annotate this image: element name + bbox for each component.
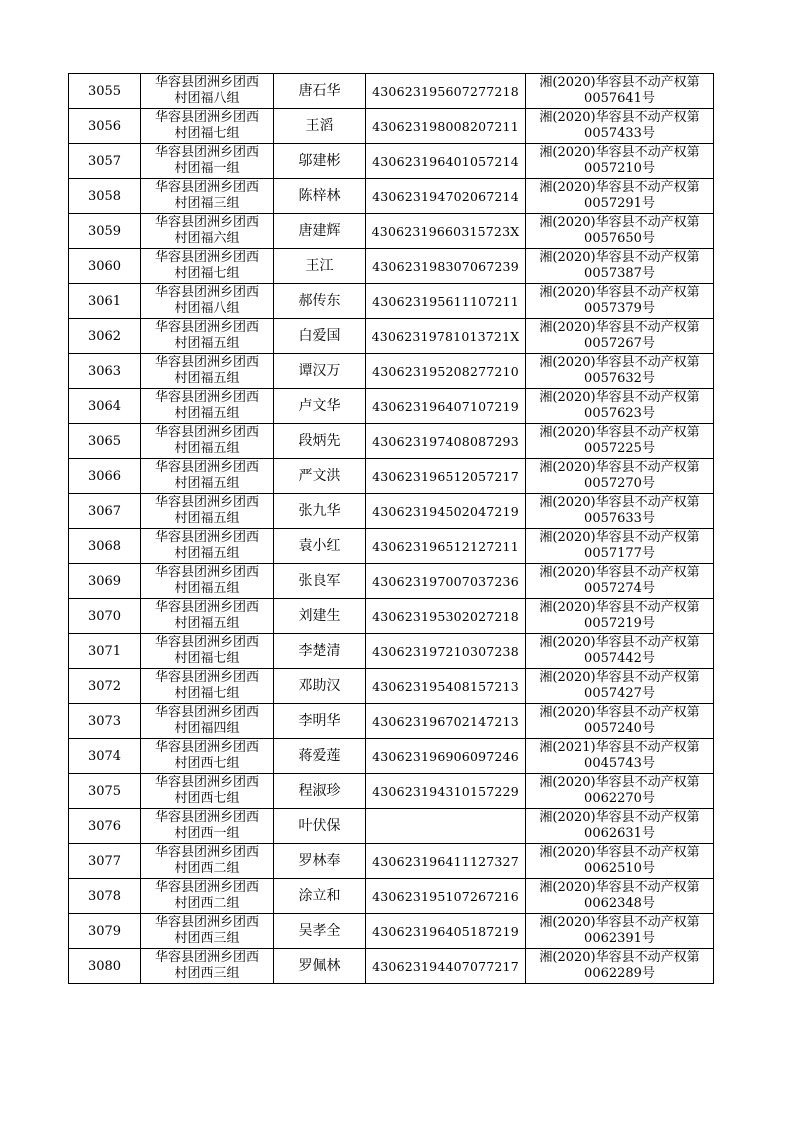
certificate-line-1: 湘(2020)华容县不动产权第	[539, 390, 700, 405]
address-cell	[141, 529, 274, 564]
certificate-cell	[526, 914, 714, 949]
table-row	[69, 144, 714, 179]
serial-number-cell: 3071	[69, 634, 141, 669]
address-line-2: 村团福一组	[174, 161, 240, 176]
serial-number-cell: 3061	[69, 284, 141, 319]
address-line-2: 村团福三组	[174, 196, 240, 211]
address-line-2: 村团福六组	[174, 231, 240, 246]
address-line-1: 华容县团洲乡团西	[154, 530, 259, 545]
address-line-2: 村团福五组	[174, 581, 240, 596]
id-number-cell: 430623197210307238	[366, 634, 526, 669]
certificate-line-1: 湘(2020)华容县不动产权第	[539, 880, 700, 895]
id-number-cell: 430623196401057214	[366, 144, 526, 179]
address-line-1: 华容县团洲乡团西	[154, 810, 259, 825]
serial-number-cell: 3077	[69, 844, 141, 879]
owner-name-cell: 邓助汉	[274, 669, 366, 704]
address-cell	[141, 844, 274, 879]
address-cell	[141, 774, 274, 809]
certificate-line-1: 湘(2020)华容县不动产权第	[539, 355, 700, 370]
id-number-cell: 430623196407107219	[366, 389, 526, 424]
id-number-cell: 430623198307067239	[366, 249, 526, 284]
id-number-cell: 430623195607277218	[366, 74, 526, 109]
certificate-line-1: 湘(2020)华容县不动产权第	[539, 460, 700, 475]
certificate-line-2: 0057267号	[584, 336, 655, 351]
certificate-cell	[526, 319, 714, 354]
address-cell	[141, 214, 274, 249]
address-line-1: 华容县团洲乡团西	[154, 670, 259, 685]
address-cell	[141, 634, 274, 669]
serial-number-cell: 3072	[69, 669, 141, 704]
certificate-line-2: 0057427号	[584, 686, 655, 701]
address-line-1: 华容县团洲乡团西	[154, 495, 259, 510]
table-row	[69, 739, 714, 774]
address-cell	[141, 284, 274, 319]
certificate-cell	[526, 284, 714, 319]
address-line-2: 村团福五组	[174, 511, 240, 526]
certificate-cell	[526, 949, 714, 984]
table-row	[69, 284, 714, 319]
address-line-1: 华容县团洲乡团西	[154, 600, 259, 615]
address-line-1: 华容县团洲乡团西	[154, 880, 259, 895]
certificate-line-1: 湘(2020)华容县不动产权第	[539, 950, 700, 965]
table-row	[69, 704, 714, 739]
serial-number-cell: 3055	[69, 74, 141, 109]
address-line-2: 村团福七组	[174, 126, 240, 141]
owner-name-cell: 白爱国	[274, 319, 366, 354]
id-number-cell: 43062319781013721X	[366, 319, 526, 354]
table-row	[69, 494, 714, 529]
certificate-line-2: 0062289号	[584, 966, 655, 981]
certificate-line-1: 湘(2020)华容县不动产权第	[539, 495, 700, 510]
owner-name-cell: 涂立和	[274, 879, 366, 914]
address-cell	[141, 879, 274, 914]
address-line-1: 华容县团洲乡团西	[154, 915, 259, 930]
certificate-line-1: 湘(2020)华容县不动产权第	[539, 565, 700, 580]
table-row	[69, 879, 714, 914]
address-line-1: 华容县团洲乡团西	[154, 180, 259, 195]
address-line-1: 华容县团洲乡团西	[154, 460, 259, 475]
address-cell	[141, 389, 274, 424]
table-row	[69, 459, 714, 494]
table-row	[69, 809, 714, 844]
id-number-cell: 430623195302027218	[366, 599, 526, 634]
id-number-cell: 430623195408157213	[366, 669, 526, 704]
certificate-cell	[526, 704, 714, 739]
certificate-line-2: 0057225号	[584, 441, 655, 456]
id-number-cell: 430623197408087293	[366, 424, 526, 459]
serial-number-cell: 3064	[69, 389, 141, 424]
certificate-line-1: 湘(2020)华容县不动产权第	[539, 180, 700, 195]
certificate-line-2: 0045743号	[584, 756, 655, 771]
certificate-line-2: 0057650号	[584, 231, 655, 246]
owner-name-cell: 陈梓林	[274, 179, 366, 214]
address-line-1: 华容县团洲乡团西	[154, 740, 259, 755]
property-register-table	[68, 73, 714, 984]
address-cell	[141, 809, 274, 844]
certificate-line-1: 湘(2020)华容县不动产权第	[539, 600, 700, 615]
address-line-2: 村团福五组	[174, 371, 240, 386]
certificate-cell	[526, 179, 714, 214]
id-number-cell: 430623194702067214	[366, 179, 526, 214]
address-line-2: 村团西七组	[174, 756, 240, 771]
address-line-2: 村团西二组	[174, 861, 240, 876]
owner-name-cell: 王江	[274, 249, 366, 284]
table-row	[69, 389, 714, 424]
owner-name-cell: 程淑珍	[274, 774, 366, 809]
certificate-line-2: 0057633号	[584, 511, 655, 526]
address-line-2: 村团福五组	[174, 336, 240, 351]
table-row	[69, 564, 714, 599]
id-number-cell	[366, 809, 526, 844]
certificate-cell	[526, 354, 714, 389]
address-line-1: 华容县团洲乡团西	[154, 320, 259, 335]
address-cell	[141, 459, 274, 494]
owner-name-cell: 卢文华	[274, 389, 366, 424]
address-cell	[141, 144, 274, 179]
address-cell	[141, 74, 274, 109]
certificate-line-1: 湘(2020)华容县不动产权第	[539, 110, 700, 125]
address-line-1: 华容县团洲乡团西	[154, 950, 259, 965]
address-line-2: 村团福五组	[174, 616, 240, 631]
address-line-1: 华容县团洲乡团西	[154, 390, 259, 405]
certificate-line-1: 湘(2020)华容县不动产权第	[539, 285, 700, 300]
address-line-1: 华容县团洲乡团西	[154, 565, 259, 580]
address-line-2: 村团福五组	[174, 476, 240, 491]
address-cell	[141, 704, 274, 739]
certificate-cell	[526, 74, 714, 109]
serial-number-cell: 3078	[69, 879, 141, 914]
table-row	[69, 179, 714, 214]
id-number-cell: 430623194502047219	[366, 494, 526, 529]
serial-number-cell: 3065	[69, 424, 141, 459]
id-number-cell: 430623195107267216	[366, 879, 526, 914]
serial-number-cell: 3059	[69, 214, 141, 249]
address-line-2: 村团西三组	[174, 966, 240, 981]
address-line-2: 村团福四组	[174, 721, 240, 736]
owner-name-cell: 李楚清	[274, 634, 366, 669]
certificate-cell	[526, 144, 714, 179]
id-number-cell: 430623196906097246	[366, 739, 526, 774]
certificate-cell	[526, 879, 714, 914]
table-row	[69, 634, 714, 669]
address-cell	[141, 319, 274, 354]
serial-number-cell: 3068	[69, 529, 141, 564]
address-cell	[141, 599, 274, 634]
certificate-line-2: 0057641号	[584, 91, 655, 106]
id-number-cell: 43062319660315723X	[366, 214, 526, 249]
certificate-line-1: 湘(2020)华容县不动产权第	[539, 145, 700, 160]
certificate-cell	[526, 494, 714, 529]
certificate-line-1: 湘(2020)华容县不动产权第	[539, 705, 700, 720]
serial-number-cell: 3060	[69, 249, 141, 284]
address-line-2: 村团福五组	[174, 546, 240, 561]
serial-number-cell: 3058	[69, 179, 141, 214]
serial-number-cell: 3075	[69, 774, 141, 809]
certificate-line-1: 湘(2020)华容县不动产权第	[539, 635, 700, 650]
serial-number-cell: 3070	[69, 599, 141, 634]
serial-number-cell: 3057	[69, 144, 141, 179]
certificate-cell	[526, 249, 714, 284]
table-row	[69, 214, 714, 249]
certificate-line-2: 0062631号	[584, 826, 655, 841]
address-cell	[141, 914, 274, 949]
owner-name-cell: 袁小红	[274, 529, 366, 564]
certificate-line-1: 湘(2020)华容县不动产权第	[539, 215, 700, 230]
address-cell	[141, 249, 274, 284]
certificate-line-1: 湘(2020)华容县不动产权第	[539, 845, 700, 860]
owner-name-cell: 谭汉万	[274, 354, 366, 389]
certificate-line-2: 0057219号	[584, 616, 655, 631]
address-line-1: 华容县团洲乡团西	[154, 635, 259, 650]
table-row	[69, 424, 714, 459]
certificate-line-2: 0057387号	[584, 266, 655, 281]
serial-number-cell: 3067	[69, 494, 141, 529]
certificate-line-1: 湘(2020)华容县不动产权第	[539, 670, 700, 685]
address-line-2: 村团西三组	[174, 931, 240, 946]
certificate-cell	[526, 564, 714, 599]
serial-number-cell: 3073	[69, 704, 141, 739]
certificate-line-2: 0062270号	[584, 791, 655, 806]
owner-name-cell: 段炳先	[274, 424, 366, 459]
table-row	[69, 599, 714, 634]
certificate-line-1: 湘(2020)华容县不动产权第	[539, 320, 700, 335]
id-number-cell: 430623196702147213	[366, 704, 526, 739]
address-line-2: 村团西一组	[174, 826, 240, 841]
owner-name-cell: 张九华	[274, 494, 366, 529]
owner-name-cell: 李明华	[274, 704, 366, 739]
certificate-line-1: 湘(2020)华容县不动产权第	[539, 810, 700, 825]
table-row	[69, 319, 714, 354]
address-cell	[141, 109, 274, 144]
address-cell	[141, 424, 274, 459]
serial-number-cell: 3066	[69, 459, 141, 494]
certificate-line-2: 0057270号	[584, 476, 655, 491]
id-number-cell: 430623197007037236	[366, 564, 526, 599]
address-line-2: 村团西二组	[174, 896, 240, 911]
address-cell	[141, 669, 274, 704]
certificate-cell	[526, 109, 714, 144]
id-number-cell: 430623198008207211	[366, 109, 526, 144]
certificate-line-1: 湘(2020)华容县不动产权第	[539, 530, 700, 545]
certificate-line-2: 0057177号	[584, 546, 655, 561]
certificate-cell	[526, 739, 714, 774]
id-number-cell: 430623195208277210	[366, 354, 526, 389]
id-number-cell: 430623194310157229	[366, 774, 526, 809]
table-row	[69, 774, 714, 809]
address-cell	[141, 354, 274, 389]
id-number-cell: 430623196411127327	[366, 844, 526, 879]
certificate-line-1: 湘(2020)华容县不动产权第	[539, 250, 700, 265]
serial-number-cell: 3062	[69, 319, 141, 354]
certificate-line-2: 0057632号	[584, 371, 655, 386]
serial-number-cell: 3056	[69, 109, 141, 144]
serial-number-cell: 3080	[69, 949, 141, 984]
address-cell	[141, 949, 274, 984]
address-line-1: 华容县团洲乡团西	[154, 110, 259, 125]
certificate-line-2: 0057433号	[584, 126, 655, 141]
certificate-line-1: 湘(2020)华容县不动产权第	[539, 425, 700, 440]
owner-name-cell: 张良军	[274, 564, 366, 599]
certificate-line-2: 0057274号	[584, 581, 655, 596]
address-line-1: 华容县团洲乡团西	[154, 75, 259, 90]
certificate-cell	[526, 214, 714, 249]
address-line-1: 华容县团洲乡团西	[154, 250, 259, 265]
certificate-line-2: 0062348号	[584, 896, 655, 911]
owner-name-cell: 罗林奉	[274, 844, 366, 879]
serial-number-cell: 3076	[69, 809, 141, 844]
certificate-cell	[526, 809, 714, 844]
table-row	[69, 949, 714, 984]
address-line-2: 村团福七组	[174, 266, 240, 281]
owner-name-cell: 罗佩林	[274, 949, 366, 984]
owner-name-cell: 叶伏保	[274, 809, 366, 844]
certificate-line-2: 0057442号	[584, 651, 655, 666]
id-number-cell: 430623195611107211	[366, 284, 526, 319]
address-line-1: 华容县团洲乡团西	[154, 285, 259, 300]
address-line-2: 村团福五组	[174, 406, 240, 421]
address-line-2: 村团福五组	[174, 441, 240, 456]
table-row	[69, 354, 714, 389]
table-row	[69, 74, 714, 109]
owner-name-cell: 唐建辉	[274, 214, 366, 249]
address-line-2: 村团福八组	[174, 301, 240, 316]
serial-number-cell: 3079	[69, 914, 141, 949]
certificate-cell	[526, 844, 714, 879]
certificate-line-1: 湘(2020)华容县不动产权第	[539, 75, 700, 90]
certificate-line-2: 0057240号	[584, 721, 655, 736]
table-row	[69, 844, 714, 879]
table-row	[69, 249, 714, 284]
id-number-cell: 430623196512057217	[366, 459, 526, 494]
certificate-line-1: 湘(2021)华容县不动产权第	[539, 740, 700, 755]
certificate-line-2: 0057291号	[584, 196, 655, 211]
table-row	[69, 669, 714, 704]
address-line-2: 村团福七组	[174, 651, 240, 666]
owner-name-cell: 唐石华	[274, 74, 366, 109]
certificate-cell	[526, 424, 714, 459]
certificate-line-2: 0057210号	[584, 161, 655, 176]
certificate-line-1: 湘(2020)华容县不动产权第	[539, 775, 700, 790]
certificate-line-1: 湘(2020)华容县不动产权第	[539, 915, 700, 930]
certificate-cell	[526, 774, 714, 809]
address-line-1: 华容县团洲乡团西	[154, 705, 259, 720]
id-number-cell: 430623196512127211	[366, 529, 526, 564]
id-number-cell: 430623194407077217	[366, 949, 526, 984]
certificate-line-2: 0062510号	[584, 861, 655, 876]
address-line-1: 华容县团洲乡团西	[154, 425, 259, 440]
address-cell	[141, 564, 274, 599]
serial-number-cell: 3069	[69, 564, 141, 599]
address-line-1: 华容县团洲乡团西	[154, 355, 259, 370]
address-line-1: 华容县团洲乡团西	[154, 215, 259, 230]
register-body	[69, 74, 714, 984]
address-cell	[141, 494, 274, 529]
certificate-cell	[526, 389, 714, 424]
certificate-cell	[526, 669, 714, 704]
id-number-cell: 430623196405187219	[366, 914, 526, 949]
address-cell	[141, 179, 274, 214]
address-line-2: 村团福七组	[174, 686, 240, 701]
owner-name-cell: 刘建生	[274, 599, 366, 634]
address-line-1: 华容县团洲乡团西	[154, 145, 259, 160]
address-line-1: 华容县团洲乡团西	[154, 775, 259, 790]
address-line-1: 华容县团洲乡团西	[154, 845, 259, 860]
table-row	[69, 109, 714, 144]
table-row	[69, 914, 714, 949]
address-line-2: 村团福八组	[174, 91, 240, 106]
owner-name-cell: 邬建彬	[274, 144, 366, 179]
certificate-cell	[526, 459, 714, 494]
certificate-line-2: 0057623号	[584, 406, 655, 421]
certificate-cell	[526, 529, 714, 564]
certificate-cell	[526, 634, 714, 669]
owner-name-cell: 王滔	[274, 109, 366, 144]
serial-number-cell: 3074	[69, 739, 141, 774]
certificate-line-2: 0062391号	[584, 931, 655, 946]
owner-name-cell: 郝传东	[274, 284, 366, 319]
certificate-cell	[526, 599, 714, 634]
serial-number-cell: 3063	[69, 354, 141, 389]
owner-name-cell: 严文洪	[274, 459, 366, 494]
address-line-2: 村团西七组	[174, 791, 240, 806]
owner-name-cell: 蒋爱莲	[274, 739, 366, 774]
address-cell	[141, 739, 274, 774]
owner-name-cell: 吴孝全	[274, 914, 366, 949]
certificate-line-2: 0057379号	[584, 301, 655, 316]
table-row	[69, 529, 714, 564]
